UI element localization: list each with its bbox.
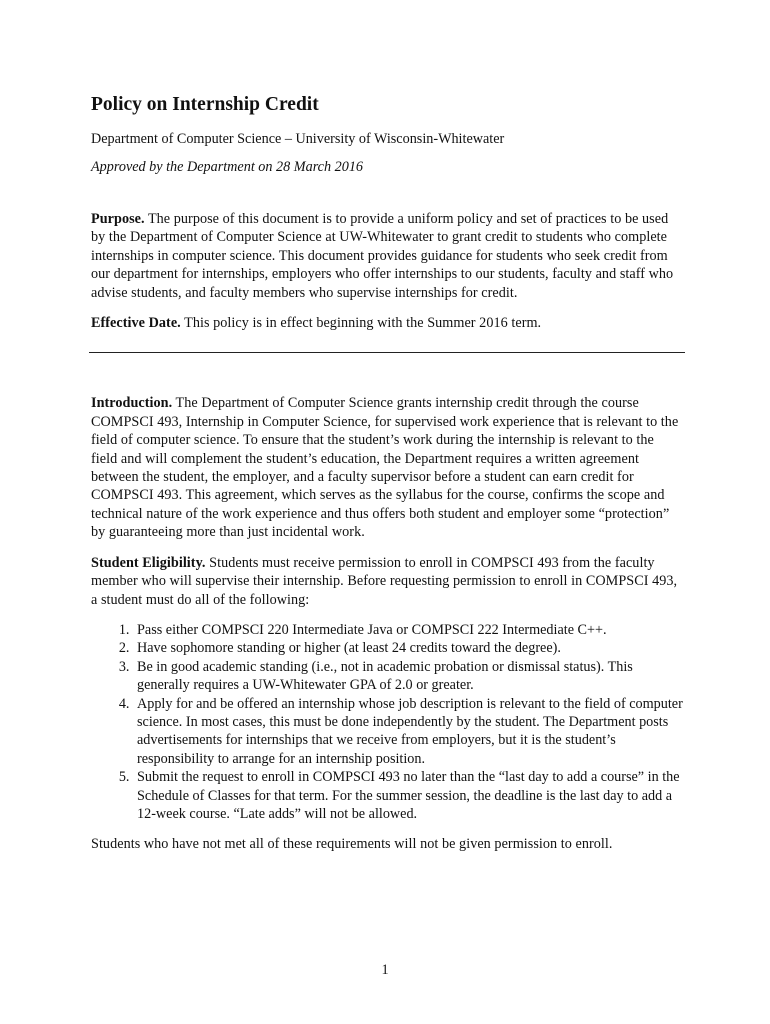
eligibility-paragraph [91, 554, 683, 609]
approval-line: Approved by the Department on 28 March 2016 [91, 159, 364, 175]
list-item: 2. Have sophomore standing or higher (at least 24 credits toward the degree). [133, 639, 683, 657]
purpose-text: The purpose of this document is to provide a uniform policy and set of practices to be used by the Department of Computer Science at UW-Whitewater to grant credit to students who complete internships in computer science. This document provides guidance for students who seek credit from our department for internships, employers who offer internships to our students, faculty and staff who advise students, and faculty members who supervise internships for credit. [91, 211, 674, 301]
purpose-label: Purpose. [91, 211, 145, 227]
department-line: Department of Computer Science – University of Wisconsin-Whitewater [91, 131, 505, 147]
introduction-label: Introduction. [91, 395, 173, 412]
closing-paragraph: Students who have not met all of these requirements will not be given permission to enroll. [91, 836, 613, 853]
introduction-paragraph [91, 394, 683, 541]
document-page [91, 92, 683, 866]
list-item: 4. Apply for and be offered an internship whose job description is relevant to the field of computer science. In most cases, this must be done independently by the student. The Department posts advertisements for internships that we receive from employers, but it is the student’s responsibility to arrange for an internship position. [133, 695, 683, 769]
eligibility-label: Student Eligibility. [91, 554, 206, 571]
effective-date-text: This policy is in effect beginning with the Summer 2016 term. [180, 315, 542, 332]
effective-date-label: Effective Date. [91, 315, 181, 332]
list-item: 5. Submit the request to enroll in COMPSCI 493 no later than the “last day to add a course” in the Schedule of Classes for that term. For the summer session, the deadline is the last day to add a 12-week course. “Late adds” will not be allowed. [133, 768, 683, 823]
effective-date-paragraph [91, 314, 683, 332]
list-item: 1. Pass either COMPSCI 220 Intermediate Java or COMPSCI 222 Intermediate C++. [133, 621, 683, 639]
requirements-list [91, 621, 683, 823]
section-divider [89, 352, 685, 353]
purpose-paragraph [91, 210, 683, 302]
introduction-text: The Department of Computer Science grants internship credit through the course COMPSCI 493, Internship in Computer Science, for supervised work experience that is relevant to the field of computer science. To ensure that the student’s work during the internship is relevant to the field and will complement the student’s education, the Department requires a written agreement between the student, the employer, and a faculty supervisor before a student can earn credit for COMPSCI 493. This agreement, which serves as the syllabus for the course, confirms the scope and technical nature of the work experience and thus offers both student and employer some “protection” by guaranteeing more than just incidental work. [91, 395, 679, 541]
page-number: 1 [381, 962, 389, 978]
list-item: 3. Be in good academic standing (i.e., not in academic probation or dismissal status). This generally requires a UW-Whitewater GPA of 2.0 or greater. [133, 658, 683, 695]
eligibility-text: Students must receive permission to enroll in COMPSCI 493 from the faculty member who will supervise their internship. Before requesting permission to enroll in COMPSCI 493, a student must do all of the following: [91, 554, 678, 608]
document-title: Policy on Internship Credit [91, 94, 319, 115]
